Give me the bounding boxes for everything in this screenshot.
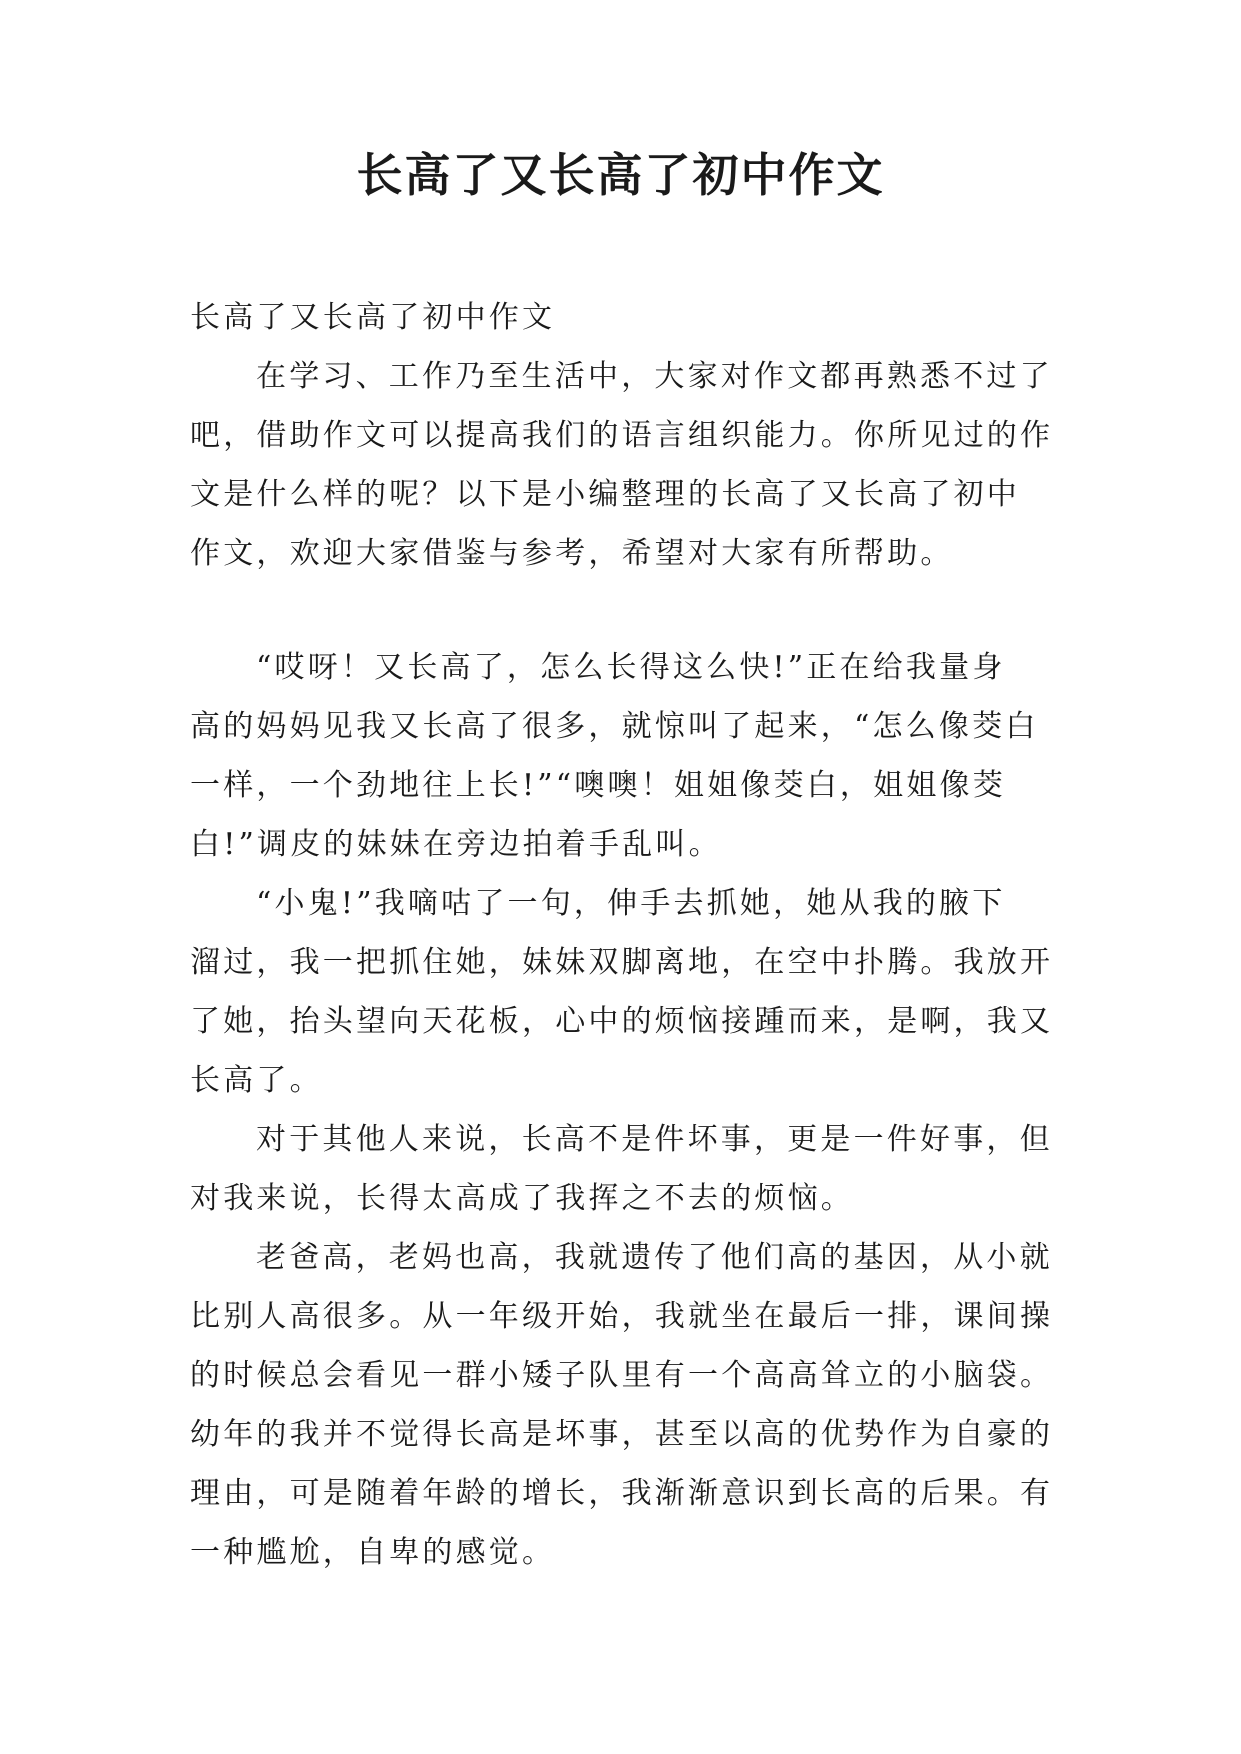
paragraph-1-line-1: 在学习、工作乃至生活中，大家对作文都再熟悉不过了 [256,359,1053,394]
paragraph-2-line-4: 白!”调皮的妹妹在旁边拍着手乱叫。 [190,827,722,862]
paragraph-5-line-1: 老爸高，老妈也高，我就遗传了他们高的基因，从小就 [256,1240,1053,1275]
paragraph-5-line-2: 比别人高很多。从一年级开始，我就坐在最后一排，课间操 [190,1299,1054,1334]
paragraph-4-line-2: 对我来说，长得太高成了我挥之不去的烦恼。 [190,1181,854,1216]
paragraph-3-line-4: 长高了。 [190,1063,323,1098]
paragraph-1-line-4: 作文，欢迎大家借鉴与参考，希望对大家有所帮助。 [190,536,954,571]
paragraph-3-line-3: 了她，抬头望向天花板，心中的烦恼接踵而来，是啊，我又 [190,1004,1054,1039]
paragraph-2-line-1: “哎呀！又长高了，怎么长得这么快!”正在给我量身 [256,650,1006,685]
paragraph-5-line-5: 理由，可是随着年龄的增长，我渐渐意识到长高的后果。有 [190,1476,1054,1511]
paragraph-1-line-3: 文是什么样的呢？以下是小编整理的长高了又长高了初中 [190,477,1020,512]
paragraph-5-line-4: 幼年的我并不觉得长高是坏事，甚至以高的优势作为自豪的 [190,1417,1054,1452]
paragraph-3-line-2: 溜过，我一把抓住她，妹妹双脚离地，在空中扑腾。我放开 [190,945,1054,980]
paragraph-2-line-3: 一样，一个劲地往上长!”“噢噢！姐姐像茭白，姐姐像茭 [190,768,1006,803]
subtitle-line: 长高了又长高了初中作文 [190,300,556,335]
paragraph-5-line-3: 的时候总会看见一群小矮子队里有一个高高耸立的小脑袋。 [190,1358,1054,1393]
paragraph-2-line-2: 高的妈妈见我又长高了很多，就惊叫了起来，“怎么像茭白 [190,709,1039,744]
paragraph-1-line-2: 吧，借助作文可以提高我们的语言组织能力。你所见过的作 [190,418,1054,453]
paragraph-3-line-1: “小鬼!”我嘀咕了一句，伸手去抓她，她从我的腋下 [256,886,1006,921]
paragraph-5-line-6: 一种尴尬，自卑的感觉。 [190,1535,556,1570]
document-title: 长高了又长高了初中作文 [356,148,885,202]
paragraph-4-line-1: 对于其他人来说，长高不是件坏事，更是一件好事，但 [256,1122,1053,1157]
